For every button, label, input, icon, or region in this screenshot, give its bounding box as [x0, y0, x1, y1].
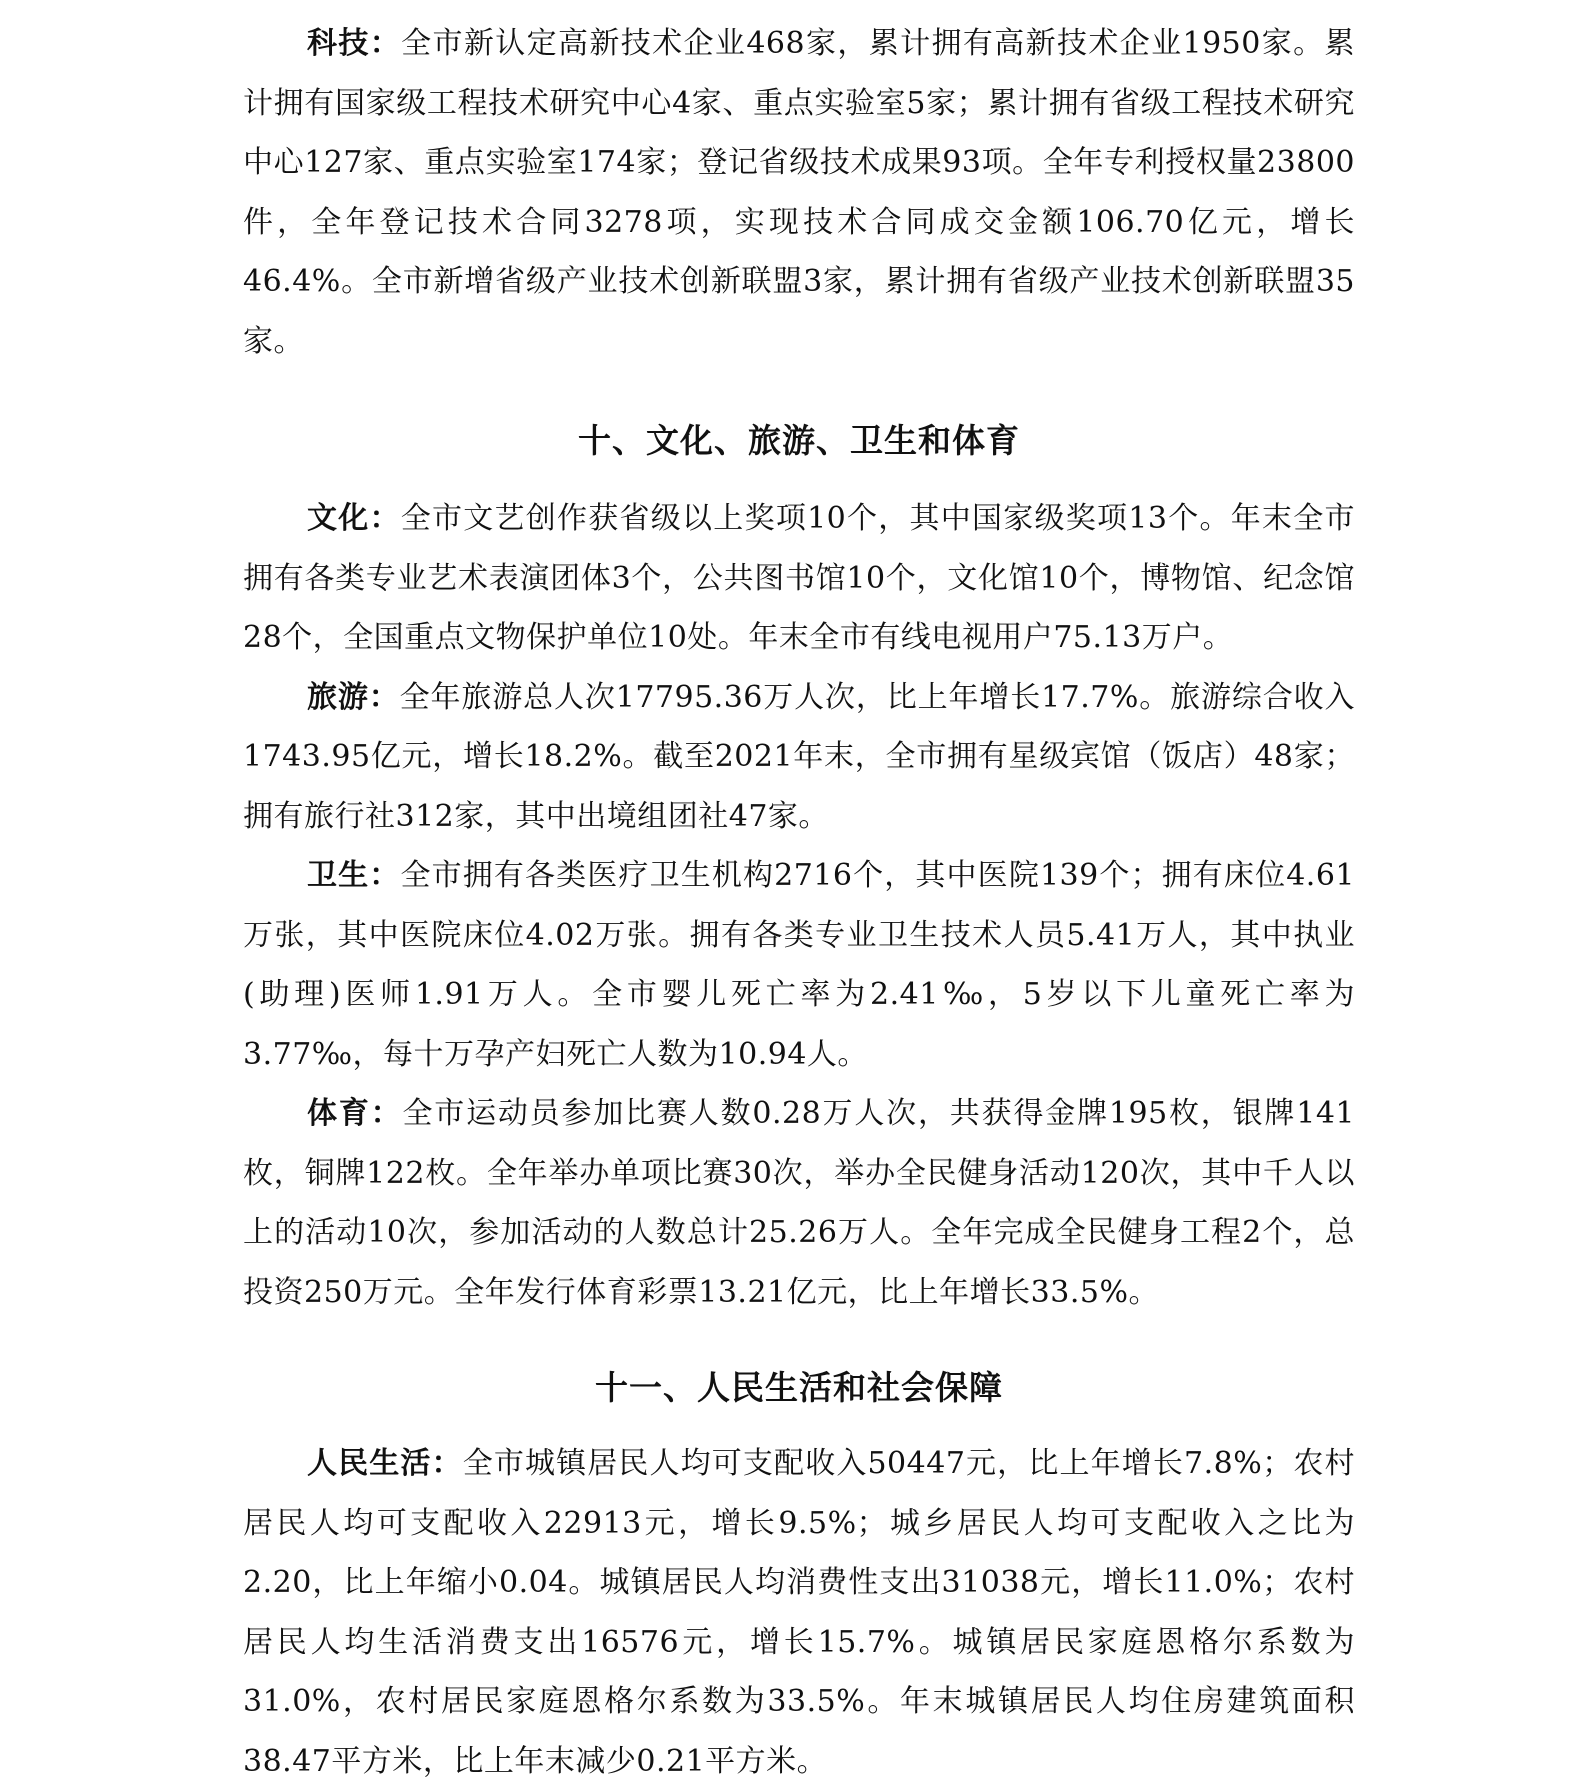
- paragraph-culture: [243, 489, 1355, 668]
- paragraph-sports: [243, 1084, 1355, 1322]
- term-people-living: 人民生活：: [307, 1446, 463, 1481]
- term-health: 卫生：: [307, 858, 401, 893]
- text-tourism: 全年旅游总人次17795.36万人次，比上年增长17.7%。旅游综合收入1743.95亿元，增长18.2%。截至2021年末，全市拥有星级宾馆（饭店）48家；拥有旅行社312家，其中出境组团社47家。: [243, 679, 1356, 834]
- text-science-technology: 全市新认定高新技术企业468家，累计拥有高新技术企业1950家。累计拥有国家级工程技术研究中心4家、重点实验室5家；累计拥有省级工程技术研究中心127家、重点实验室174家；登记省级技术成果93项。全年专利授权量23800件，全年登记技术合同3278项，实现技术合同成交金额106.70亿元，增长46.4%。全市新增省级产业技术创新联盟3家，累计拥有省级产业技术创新联盟35家。: [243, 26, 1355, 359]
- paragraph-health: [243, 846, 1355, 1084]
- term-sports: 体育：: [307, 1096, 403, 1131]
- term-science-technology: 科技：: [307, 26, 402, 61]
- text-people-living: 全市城镇居民人均可支配收入50447元，比上年增长7.8%；农村居民人均可支配收入22913元，增长9.5%；城乡居民人均可支配收入之比为2.20，比上年缩小0.04。城镇居民人均消费性支出31038元，增长11.0%；农村居民人均生活消费支出16576元，增长15.7%。城镇居民家庭恩格尔系数为31.0%，农村居民家庭恩格尔系数为33.5%。年末城镇居民人均住房建筑面积38.47平方米，比上年末减少0.21平方米。: [243, 1446, 1355, 1779]
- paragraph-tourism: [243, 668, 1355, 847]
- term-tourism: 旅游：: [307, 679, 400, 715]
- term-culture: 文化：: [307, 501, 401, 536]
- paragraph-science-technology: [243, 14, 1355, 371]
- section-heading-10: 十、文化、旅游、卫生和体育: [578, 421, 1020, 460]
- text-sports: 全市运动员参加比赛人数0.28万人次，共获得金牌195枚，银牌141枚，铜牌122枚。全年举办单项比赛30次，举办全民健身活动120次，其中千人以上的活动10次，参加活动的人数总计25.26万人。全年完成全民健身工程2个，总投资250万元。全年发行体育彩票13.21亿元，比上年增长33.5%。: [243, 1096, 1355, 1310]
- paragraph-people-living: [243, 1434, 1355, 1791]
- text-culture: 全市文艺创作获省级以上奖项10个，其中国家级奖项13个。年末全市拥有各类专业艺术表演团体3个，公共图书馆10个，文化馆10个，博物馆、纪念馆28个，全国重点文物保护单位10处。年末全市有线电视用户75.13万户。: [243, 501, 1355, 655]
- document-page: [243, 14, 1355, 1791]
- text-health: 全市拥有各类医疗卫生机构2716个，其中医院139个；拥有床位4.61万张，其中医院床位4.02万张。拥有各类专业卫生技术人员5.41万人，其中执业(助理)医师1.91万人。全市婴儿死亡率为2.41‰，5岁以下儿童死亡率为3.77‰，每十万孕产妇死亡人数为10.94人。: [243, 858, 1356, 1072]
- section-heading-11: 十一、人民生活和社会保障: [595, 1368, 1003, 1407]
